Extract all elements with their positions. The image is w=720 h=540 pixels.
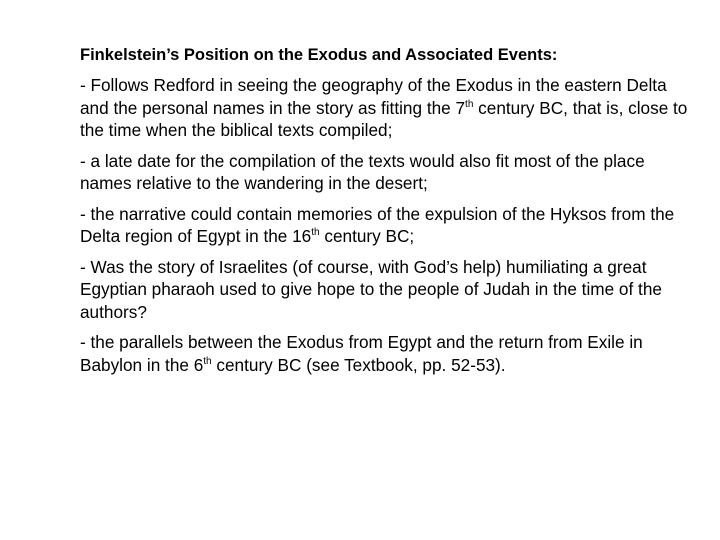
slide-content	[80, 44, 700, 384]
bullet-hyksos-expulsion	[80, 203, 700, 248]
bullet-exile-parallels	[80, 331, 700, 376]
bullet-late-date: - a late date for the compilation of the texts would also fit most of the place names relative to the wandering in the desert;	[80, 150, 645, 193]
bullet-5-superscript: th	[203, 355, 212, 367]
slide-title: Finkelstein’s Position on the Exodus and Associated Events:	[80, 46, 558, 64]
bullet-3-text-b: century BC;	[319, 226, 415, 246]
bullet-3-text-a: - the narrative could contain memories of the expulsion of the Hyksos from the Delta region of Egypt in the 16	[80, 203, 675, 246]
bullet-pharaoh-question: - Was the story of Israelites (of course, with God’s help) humiliating a great Egyptian pharaoh used to give hope to the people of Judah in the time of the authors?	[80, 256, 662, 322]
bullet-1-text-a: - Follows Redford in seeing the geography of the Exodus in the eastern Delta and the personal names in the story as fitting the 7	[80, 75, 667, 118]
bullet-1-superscript: th	[465, 98, 474, 110]
bullet-5-text-b: century BC (see Textbook, pp. 52-53).	[211, 354, 506, 375]
bullet-3-superscript: th	[311, 227, 320, 238]
bullet-1-text-b: century BC, that is, close to the time when the biblical texts compiled;	[80, 97, 688, 140]
bullet-5-text-a: - the parallels between the Exodus from Egypt and the return from Exile in Babylon in the 6	[80, 332, 643, 375]
bullet-redford-geography	[80, 74, 700, 142]
